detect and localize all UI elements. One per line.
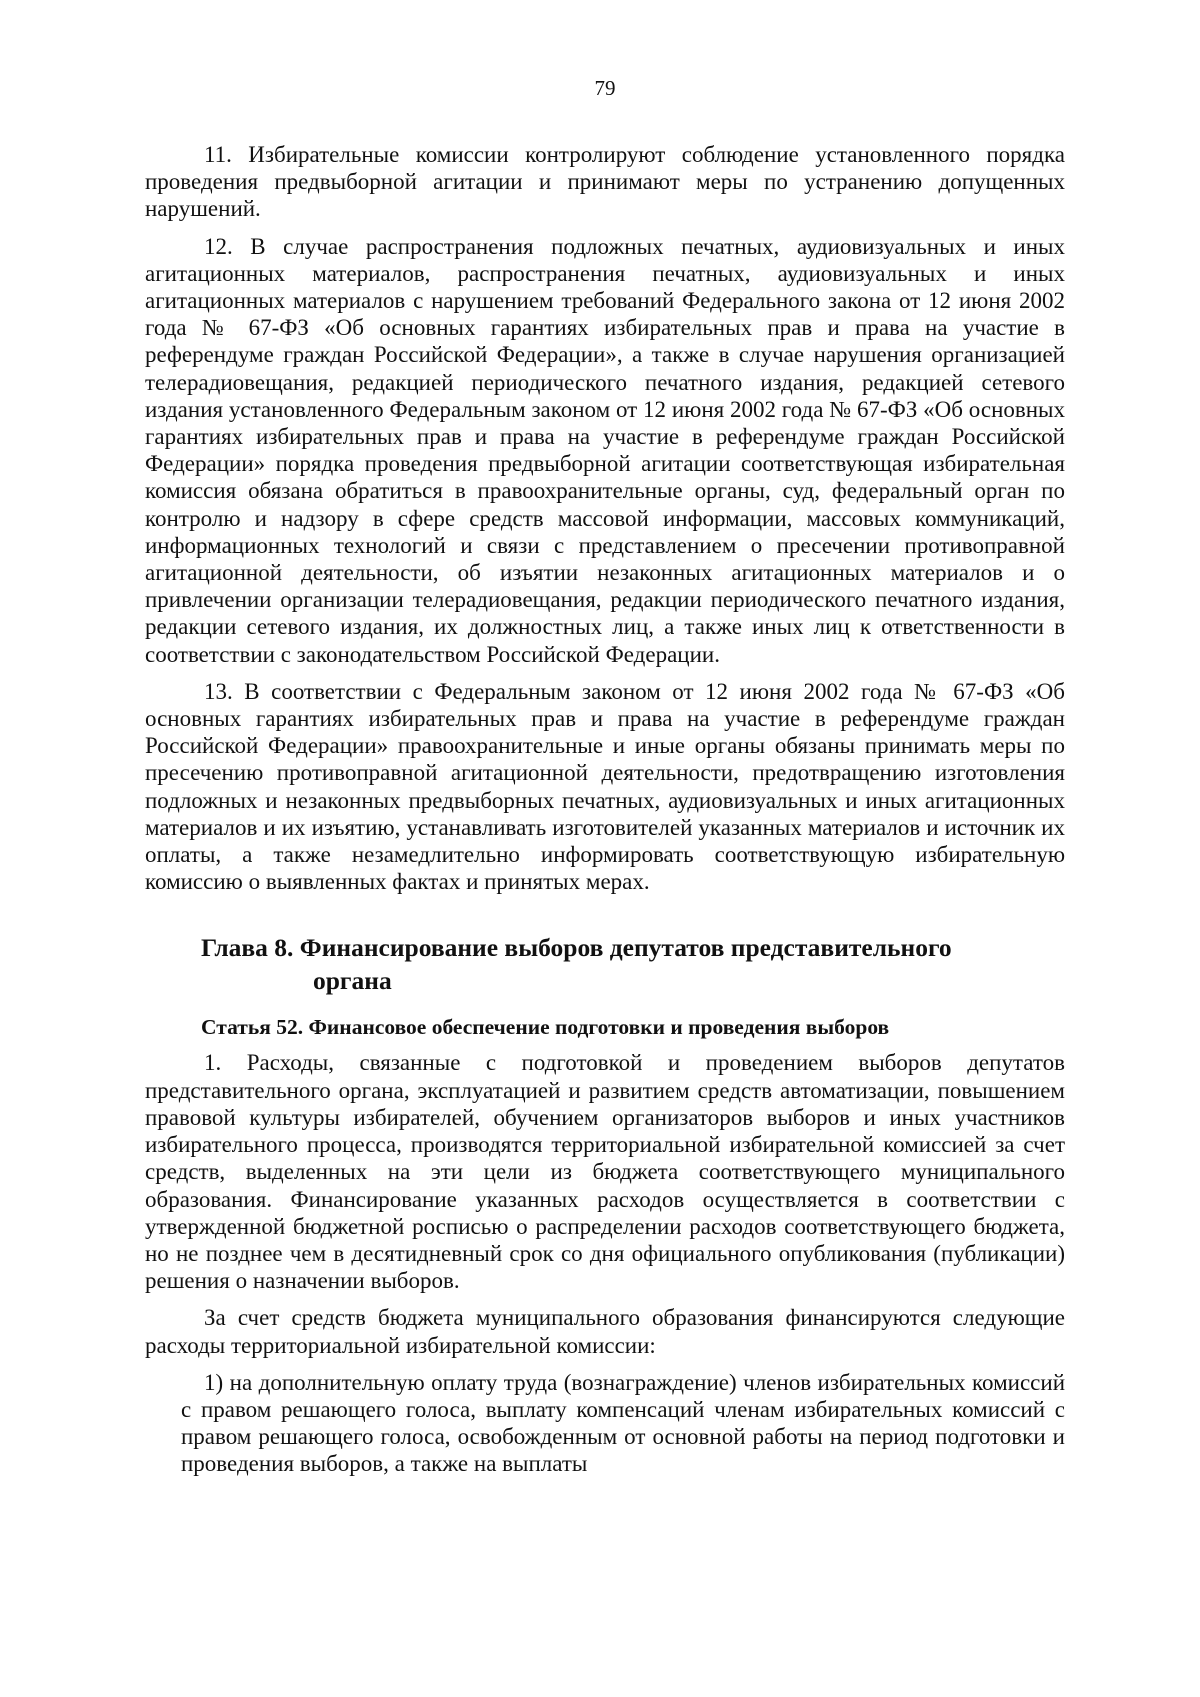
document-page — [145, 0, 1065, 1697]
chapter-heading-line2: органа — [313, 966, 392, 996]
paragraph-11: 11. Избирательные комиссии контролируют соблюдение установленного порядка проведения предвыборной агитации и принимают меры по устранению допущенных нарушений. — [145, 142, 1065, 222]
list-item-1: 1) на дополнительную оплату труда (вознаграждение) членов избирательных комиссий с правом решающего голоса, выплату компенсаций членам избирательных комиссий с правом решающего голоса, освобожденным от основной работы на период подготовки и проведения выборов, а также на выплаты — [181, 1369, 1065, 1477]
chapter-heading — [145, 931, 1065, 997]
chapter-heading-line1: Глава 8. Финансирование выборов депутатов представительного — [201, 933, 952, 963]
paragraph-13: 13. В соответствии с Федеральным законом от 12 июня 2002 года № 67-ФЗ «Об основных гарантиях избирательных прав и права на участие в референдуме граждан Российской Федерации» правоохранительные и иные органы обязаны принимать меры по пресечению противоправной агитационной деятельности, предотвращению изготовления подложных и незаконных предвыборных печатных, аудиовизуальных и иных агитационных материалов и их изъятию, устанавливать изготовителей указанных материалов и источник их оплаты, а также незамедлительно информировать соответствующую избирательную комиссию о выявленных фактах и принятых мерах. — [145, 678, 1065, 895]
paragraph-12: 12. В случае распространения подложных печатных, аудиовизуальных и иных агитационных материалов, распространения печатных, аудиовизуальных и иных агитационных материалов с нарушением требований Федерального закона от 12 июня 2002 года № 67-ФЗ «Об основных гарантиях избирательных прав и права на участие в референдуме граждан Российской Федерации», а также в случае нарушения организацией телерадиовещания, редакцией периодического печатного издания, редакцией сетевого издания установленного Федеральным законом от 12 июня 2002 года № 67-ФЗ «Об основных гарантиях избирательных прав и права на участие в референдуме граждан Российской Федерации» порядка проведения предвыборной агитации соответствующая избирательная комиссия обязана обратиться в правоохранительные органы, суд, федеральный орган по контролю и надзору в сфере средств массовой информации, массовых коммуникаций, информационных технологий и связи с представлением о пресечении противоправной агитационной деятельности, об изъятии незаконных агитационных материалов и о привлечении организации телерадиовещания, редакции периодического печатного издания, редакции сетевого издания, их должностных лиц, а также иных лиц к ответственности в соответствии с законодательством Российской Федерации. — [145, 233, 1065, 667]
paragraph-expenses-intro: За счет средств бюджета муниципального образования финансируются следующие расходы территориальной избирательной комиссии: — [145, 1305, 1065, 1358]
document-body — [145, 141, 1065, 1478]
paragraph-article-1: 1. Расходы, связанные с подготовкой и проведением выборов депутатов представительного органа, эксплуатацией и развитием средств автоматизации, повышением правовой культуры избирателей, обучением организаторов выборов и иных участников избирательного процесса, производятся территориальной избирательной комиссией за счет средств, выделенных на эти цели из бюджета соответствующего муниципального образования. Финансирование указанных расходов осуществляется в соответствии с утвержденной бюджетной росписью о распределении расходов соответствующего бюджета, но не позднее чем в десятидневный срок со дня официального опубликования (публикации) решения о назначении выборов. — [145, 1050, 1065, 1294]
article-heading: Статья 52. Финансовое обеспечение подготовки и проведения выборов — [201, 1015, 890, 1040]
page-number: 79 — [594, 76, 616, 100]
